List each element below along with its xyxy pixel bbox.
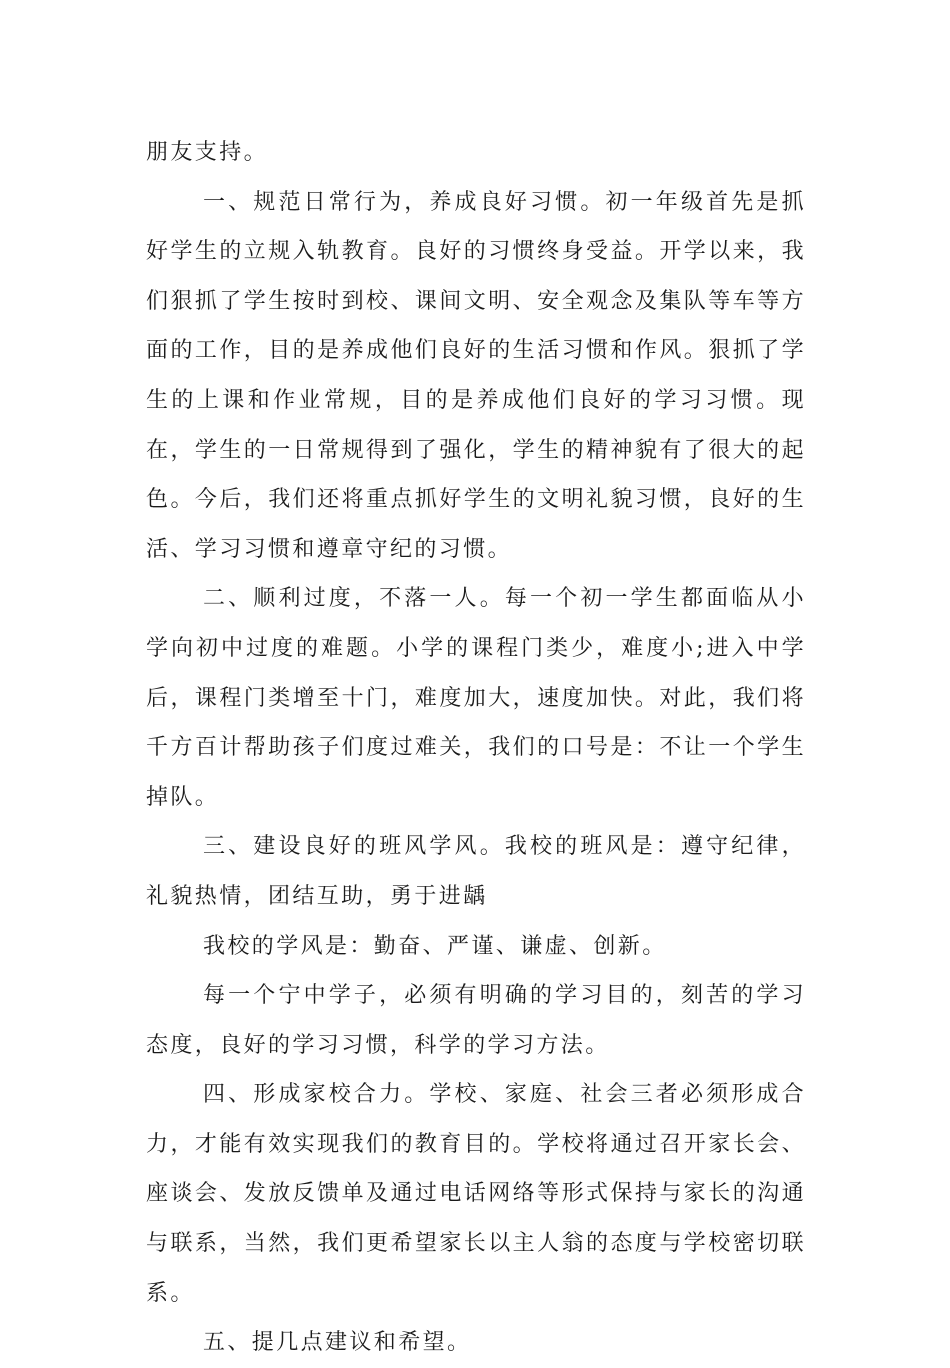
paragraph-home-school: 四、形成家校合力。学校、家庭、社会三者必须形成合力，才能有效实现我们的教育目的。学校将通过召开家长会、座谈会、发放反馈单及通过电话网络等形式保持与家长的沟通与联系，当然，我们更希望家长以主人翁的态度与学校密切联系。 — [146, 1082, 806, 1306]
paragraph-continuation: 朋友支持。 — [146, 140, 269, 165]
paragraph-students: 每一个宁中学子，必须有明确的学习目的，刻苦的学习态度，良好的学习习惯，科学的学习方法。 — [146, 983, 806, 1058]
paragraph-habits: 一、规范日常行为，养成良好习惯。初一年级首先是抓好学生的立规入轨教育。良好的习惯终身受益。开学以来，我们狠抓了学生按时到校、课间文明、安全观念及集队等车等方面的工作，目的是养成他们良好的生活习惯和作风。狠抓了学生的上课和作业常规，目的是养成他们良好的学习习惯。现在，学生的一日常规得到了强化，学生的精神貌有了很大的起色。今后，我们还将重点抓好学生的文明礼貌习惯，良好的生活、学习习惯和遵章守纪的习惯。 — [146, 189, 806, 562]
document-body — [146, 128, 806, 1368]
paragraph-suggestions: 五、提几点建议和希望。 — [203, 1330, 472, 1356]
paragraph-transition: 二、顺利过度，不落一人。每一个初一学生都面临从小学向初中过度的难题。小学的课程门类少，难度小;进入中学后，课程门类增至十门，难度加大，速度加快。对此，我们将千方百计帮助孩子们度过难关，我们的口号是：不让一个学生掉队。 — [146, 586, 806, 810]
paragraph-study-style: 我校的学风是：勤奋、严谨、谦虚、创新。 — [203, 933, 667, 959]
paragraph-class-style: 三、建设良好的班风学风。我校的班风是：遵守纪律，礼貌热情，团结互助，勇于进龋 — [146, 834, 806, 909]
